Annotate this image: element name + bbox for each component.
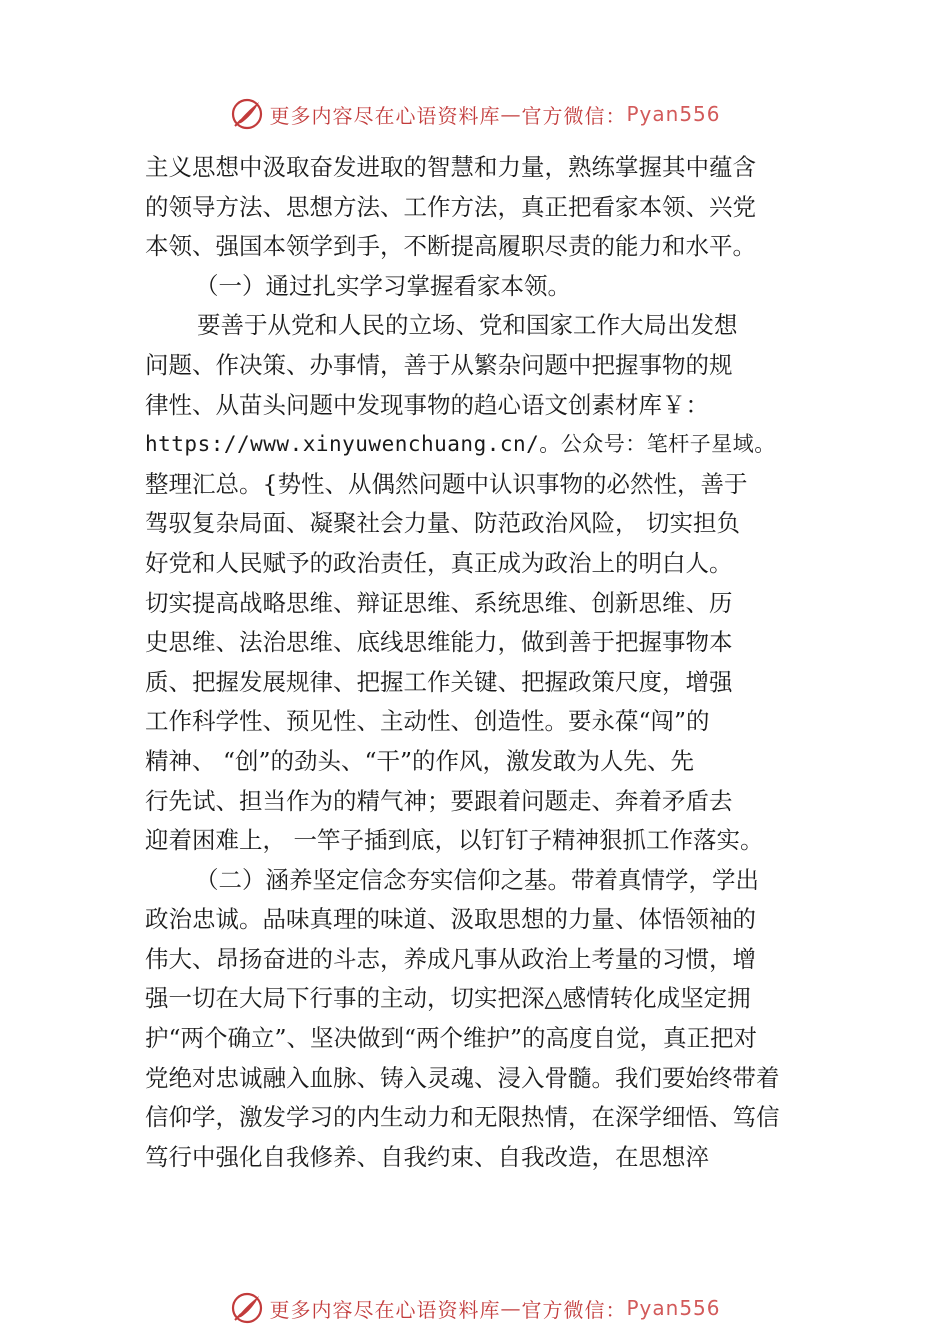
section-heading-1: （一）通过扎实学习掌握看家本领。: [195, 271, 571, 300]
body-line: 强一切在大局下行事的主动，切实把深△感情转化成坚定拥: [145, 984, 751, 1013]
footer-watermark-banner: [0, 1288, 950, 1328]
body-line: 史思维、法治思维、底线思维能力，做到善于把握事物本: [145, 628, 733, 657]
banner-dash: —: [500, 1296, 522, 1320]
body-line: 律性、从苗头问题中发现事物的趋心语文创素材库￥：: [145, 390, 709, 419]
body-line: 政治忠诚。品味真理的味道、汲取思想的力量、体悟领袖的: [145, 905, 756, 934]
body-line: 行先试、担当作为的精气神；要跟着问题走、奔着矛盾去: [145, 786, 733, 815]
body-line: 质、把握发展规律、把握工作关键、把握政策尺度，增强: [145, 667, 733, 696]
banner-wechat-id: Pyan556: [626, 1296, 721, 1320]
body-line: 好党和人民赋予的政治责任，真正成为政治上的明白人。: [145, 548, 733, 577]
body-line-url: https://www.xinyuwenchuang.cn/。公众号：笔杆子星域。: [145, 432, 776, 457]
body-line: 伟大、昂扬奋进的斗志，养成凡事从政治上考量的习惯，增: [145, 944, 756, 973]
body-line: 切实提高战略思维、辩证思维、系统思维、创新思维、历: [145, 588, 733, 617]
banner-wechat-label: 官方微信：: [521, 1297, 627, 1322]
body-line: 本领、强国本领学到手，不断提高履职尽责的能力和水平。: [145, 232, 756, 261]
body-line: 迎着困难上， 一竿子插到底，以钉钉子精神狠抓工作落实。: [145, 826, 764, 855]
body-line: 整理汇总。{势性、从偶然问题中认识事物的必然性，善于: [145, 469, 748, 498]
section-heading-2: （二）涵养坚定信念夯实信仰之基。带着真情学，学出: [195, 865, 759, 894]
body-line: 工作科学性、预见性、主动性、创造性。要永葆“闯”的: [145, 707, 710, 736]
document-body: [145, 148, 821, 1177]
banner-text: 更多内容尽在心语资料库: [269, 103, 501, 128]
body-line: 的领导方法、思想方法、工作方法，真正把看家本领、兴党: [145, 192, 756, 221]
header-watermark-banner: [0, 94, 950, 134]
body-line: 主义思想中汲取奋发进取的智慧和力量，熟练掌握其中蕴含: [145, 153, 756, 181]
banner-dash: —: [500, 102, 522, 126]
banner-text: 更多内容尽在心语资料库: [269, 1297, 501, 1322]
body-line: 笃行中强化自我修养、自我约束、自我改造，在思想淬: [145, 1142, 709, 1171]
body-line: 信仰学，激发学习的内生动力和无限热情，在深学细悟、笃信: [145, 1103, 780, 1132]
quill-pen-logo-icon: [229, 96, 265, 132]
body-line: 要善于从党和人民的立场、党和国家工作大局出发想: [197, 311, 738, 340]
body-line: 驾驭复杂局面、凝聚社会力量、防范政治风险， 切实担负: [145, 509, 740, 538]
body-line: 问题、作决策、办事情，善于从繁杂问题中把握事物的规: [145, 350, 733, 379]
body-line: 党绝对忠诚融入血脉、铸入灵魂、浸入骨髓。我们要始终带着: [145, 1063, 780, 1092]
body-line: 护“两个确立”、坚决做到“两个维护”的高度自觉，真正把对: [145, 1024, 758, 1053]
banner-wechat-label: 官方微信：: [521, 103, 627, 128]
banner-wechat-id: Pyan556: [626, 102, 721, 126]
quill-pen-logo-icon: [229, 1290, 265, 1326]
body-line: 精神、 “创”的劲头、“干”的作风，激发敢为人先、先: [145, 746, 695, 775]
